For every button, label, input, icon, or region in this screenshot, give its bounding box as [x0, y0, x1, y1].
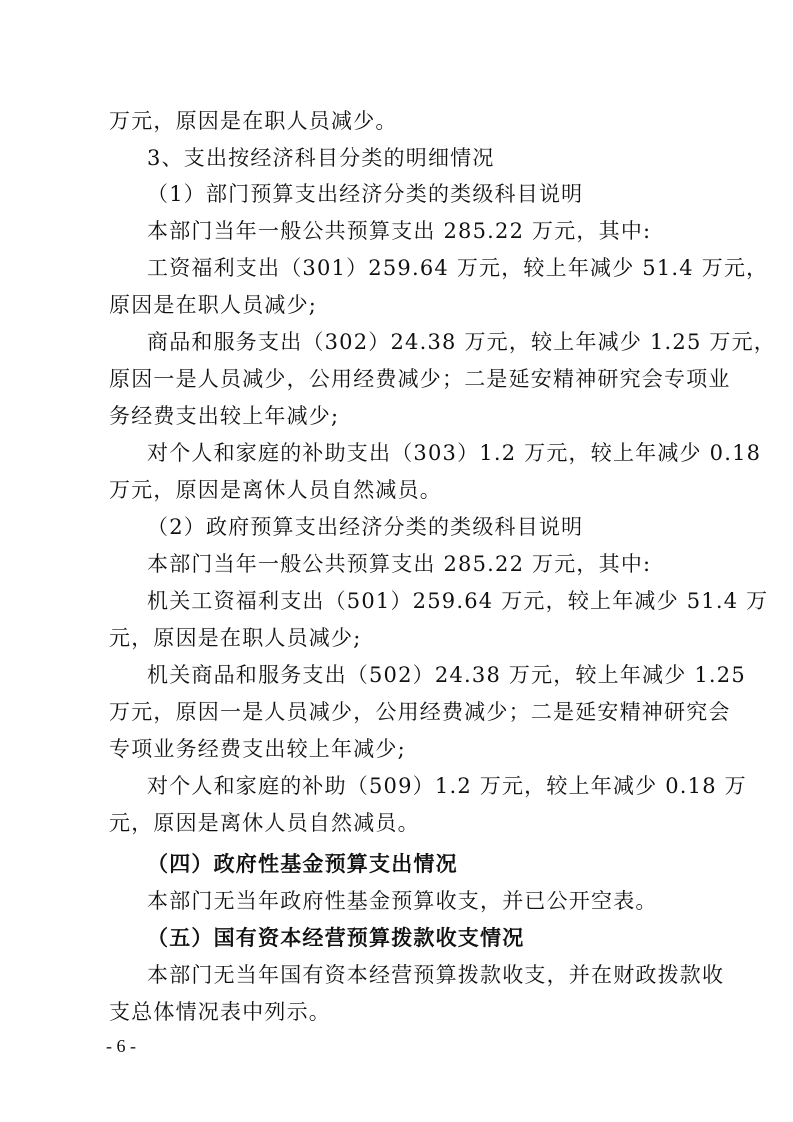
paragraph-line: 机关工资福利支出（501）259.64 万元，较上年减少 51.4 万 [147, 589, 769, 613]
paragraph-line: 务经费支出较上年减少; [109, 404, 340, 428]
paragraph-line: 机关商品和服务支出（502）24.38 万元，较上年减少 1.25 [147, 663, 746, 687]
section-heading: （四）政府性基金预算支出情况 [147, 851, 458, 876]
paragraph-line: 对个人和家庭的补助支出（303）1.2 万元，较上年减少 0.18 [147, 441, 762, 465]
paragraph-line: 原因是在职人员减少; [109, 293, 318, 317]
paragraph-line: 本部门无当年政府性基金预算收支，并已公开空表。 [147, 889, 658, 913]
paragraph-line: 支总体情况表中列示。 [109, 1000, 331, 1024]
paragraph-line: 原因一是人员减少，公用经费减少；二是延安精神研究会专项业 [109, 367, 731, 391]
paragraph-line: 专项业务经费支出较上年减少; [109, 737, 406, 761]
paragraph-line: 本部门当年一般公共预算支出 285.22 万元，其中: [147, 552, 652, 576]
subsection-title: （2）政府预算支出经济分类的类级科目说明 [147, 515, 584, 539]
page-number: - 6 - [106, 1036, 136, 1056]
paragraph-line: 元，原因是离休人员自然减员。 [109, 811, 420, 835]
paragraph-line: 元，原因是在职人员减少; [109, 626, 362, 650]
paragraph-line: 万元，原因是离休人员自然减员。 [109, 478, 442, 502]
section-heading: （五）国有资本经营预算拨款收支情况 [147, 925, 525, 950]
paragraph-line: 商品和服务支出（302）24.38 万元，较上年减少 1.25 万元， [147, 330, 776, 354]
paragraph-line: 本部门当年一般公共预算支出 285.22 万元，其中: [147, 219, 652, 243]
paragraph-line: 对个人和家庭的补助（509）1.2 万元，较上年减少 0.18 万 [147, 774, 747, 798]
subsection-title: （1）部门预算支出经济分类的类级科目说明 [147, 182, 584, 206]
section-title: 3、支出按经济科目分类的明细情况 [147, 146, 495, 170]
paragraph-line: 工资福利支出（301）259.64 万元，较上年减少 51.4 万元， [147, 256, 769, 280]
paragraph-line: 本部门无当年国有资本经营预算拨款收支，并在财政拨款收 [147, 963, 725, 987]
paragraph-line: 万元，原因一是人员减少，公用经费减少；二是延安精神研究会 [109, 700, 731, 724]
paragraph-line: 万元，原因是在职人员减少。 [109, 109, 398, 133]
